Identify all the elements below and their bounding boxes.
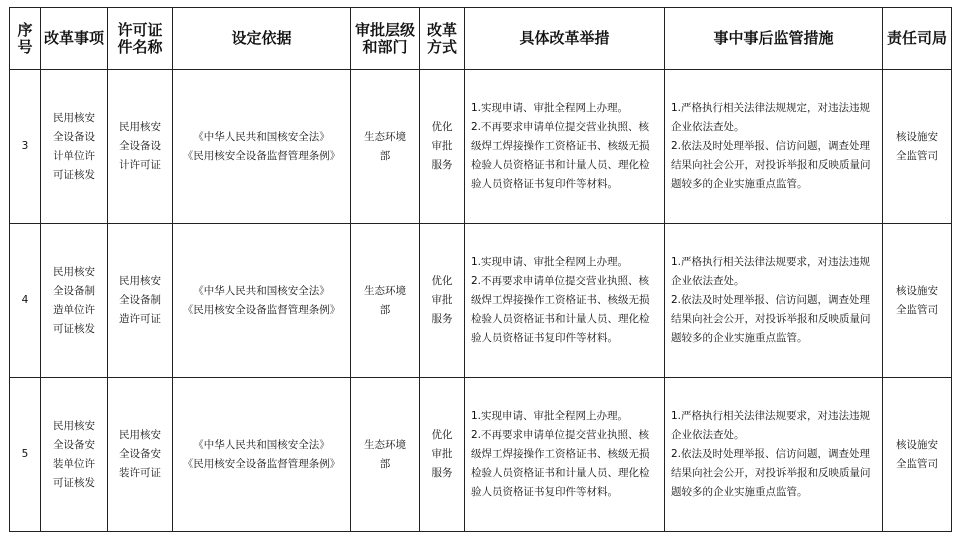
supervision-line: 2.依法及时处理举报、信访问题，调查处理结果向社会公开，对投诉举报和反映质量问题较多的企业实施重点监管。 (671, 294, 871, 344)
supervision-line: 2.依法及时处理举报、信访问题，调查处理结果向社会公开，对投诉举报和反映质量问题较多的企业实施重点监管。 (671, 140, 871, 190)
table-row (10, 224, 952, 378)
measure-line: 1.实现申请、审批全程网上办理。 (471, 102, 629, 114)
cell-method: 优化审批服务 (420, 224, 465, 378)
table-row (10, 70, 952, 224)
measure-line: 2.不再要求申请单位提交营业执照、核级焊工焊接操作工资格证书、核级无损检验人员资格证书和计量人员、理化检验人员资格证书复印件等材料。 (471, 429, 650, 498)
table-row (10, 378, 952, 532)
cell-method: 优化审批服务 (420, 70, 465, 224)
cell-license: 民用核安全设备安装许可证 (108, 378, 173, 532)
cell-method: 优化审批服务 (420, 378, 465, 532)
cell-dept: 核设施安全监管司 (883, 224, 952, 378)
cell-item: 民用核安全设备制造单位许可证核发 (41, 224, 108, 378)
cell-measures (465, 70, 665, 224)
cell-seq: 4 (10, 224, 41, 378)
supervision-line: 1.严格执行相关法律法规要求，对违法违规企业依法查处。 (671, 410, 871, 441)
basis-line: 《民用核安全设备监督管理条例》 (182, 457, 341, 470)
header-row (10, 8, 952, 70)
basis-line: 《中华人民共和国核安全法》 (193, 284, 330, 297)
measure-line: 2.不再要求申请单位提交营业执照、核级焊工焊接操作工资格证书、核级无损检验人员资格证书和计量人员、理化检验人员资格证书复印件等材料。 (471, 121, 650, 190)
cell-item: 民用核安全设备安装单位许可证核发 (41, 378, 108, 532)
cell-license: 民用核安全设备制造许可证 (108, 224, 173, 378)
basis-line: 《中华人民共和国核安全法》 (193, 438, 330, 451)
cell-basis (173, 224, 351, 378)
cell-measures (465, 224, 665, 378)
header-license: 许可证件名称 (108, 8, 173, 70)
cell-measures (465, 378, 665, 532)
header-supervision: 事中事后监管措施 (665, 8, 883, 70)
cell-level: 生态环境部 (351, 70, 420, 224)
header-measures: 具体改革举措 (465, 8, 665, 70)
measure-line: 1.实现申请、审批全程网上办理。 (471, 256, 629, 268)
cell-basis (173, 70, 351, 224)
cell-item: 民用核安全设备设计单位许可证核发 (41, 70, 108, 224)
cell-basis (173, 378, 351, 532)
supervision-line: 1.严格执行相关法律法规规定，对违法违规企业依法查处。 (671, 102, 871, 133)
cell-dept: 核设施安全监管司 (883, 378, 952, 532)
header-level: 审批层级和部门 (351, 8, 420, 70)
measure-line: 1.实现申请、审批全程网上办理。 (471, 410, 629, 422)
reform-table (9, 7, 952, 532)
basis-line: 《中华人民共和国核安全法》 (193, 130, 330, 143)
cell-level: 生态环境部 (351, 378, 420, 532)
header-basis: 设定依据 (173, 8, 351, 70)
cell-supervision (665, 378, 883, 532)
basis-line: 《民用核安全设备监督管理条例》 (182, 149, 341, 162)
cell-level: 生态环境部 (351, 224, 420, 378)
header-item: 改革事项 (41, 8, 108, 70)
cell-seq: 3 (10, 70, 41, 224)
cell-license: 民用核安全设备设计许可证 (108, 70, 173, 224)
supervision-line: 1.严格执行相关法律法规要求，对违法违规企业依法查处。 (671, 256, 871, 287)
supervision-line: 2.依法及时处理举报、信访问题，调查处理结果向社会公开，对投诉举报和反映质量问题较多的企业实施重点监管。 (671, 448, 871, 498)
cell-supervision (665, 70, 883, 224)
basis-line: 《民用核安全设备监督管理条例》 (182, 303, 341, 316)
cell-seq: 5 (10, 378, 41, 532)
header-dept: 责任司局 (883, 8, 952, 70)
cell-dept: 核设施安全监管司 (883, 70, 952, 224)
cell-supervision (665, 224, 883, 378)
header-seq: 序号 (10, 8, 41, 70)
header-method: 改革方式 (420, 8, 465, 70)
measure-line: 2.不再要求申请单位提交营业执照、核级焊工焊接操作工资格证书、核级无损检验人员资格证书和计量人员、理化检验人员资格证书复印件等材料。 (471, 275, 650, 344)
